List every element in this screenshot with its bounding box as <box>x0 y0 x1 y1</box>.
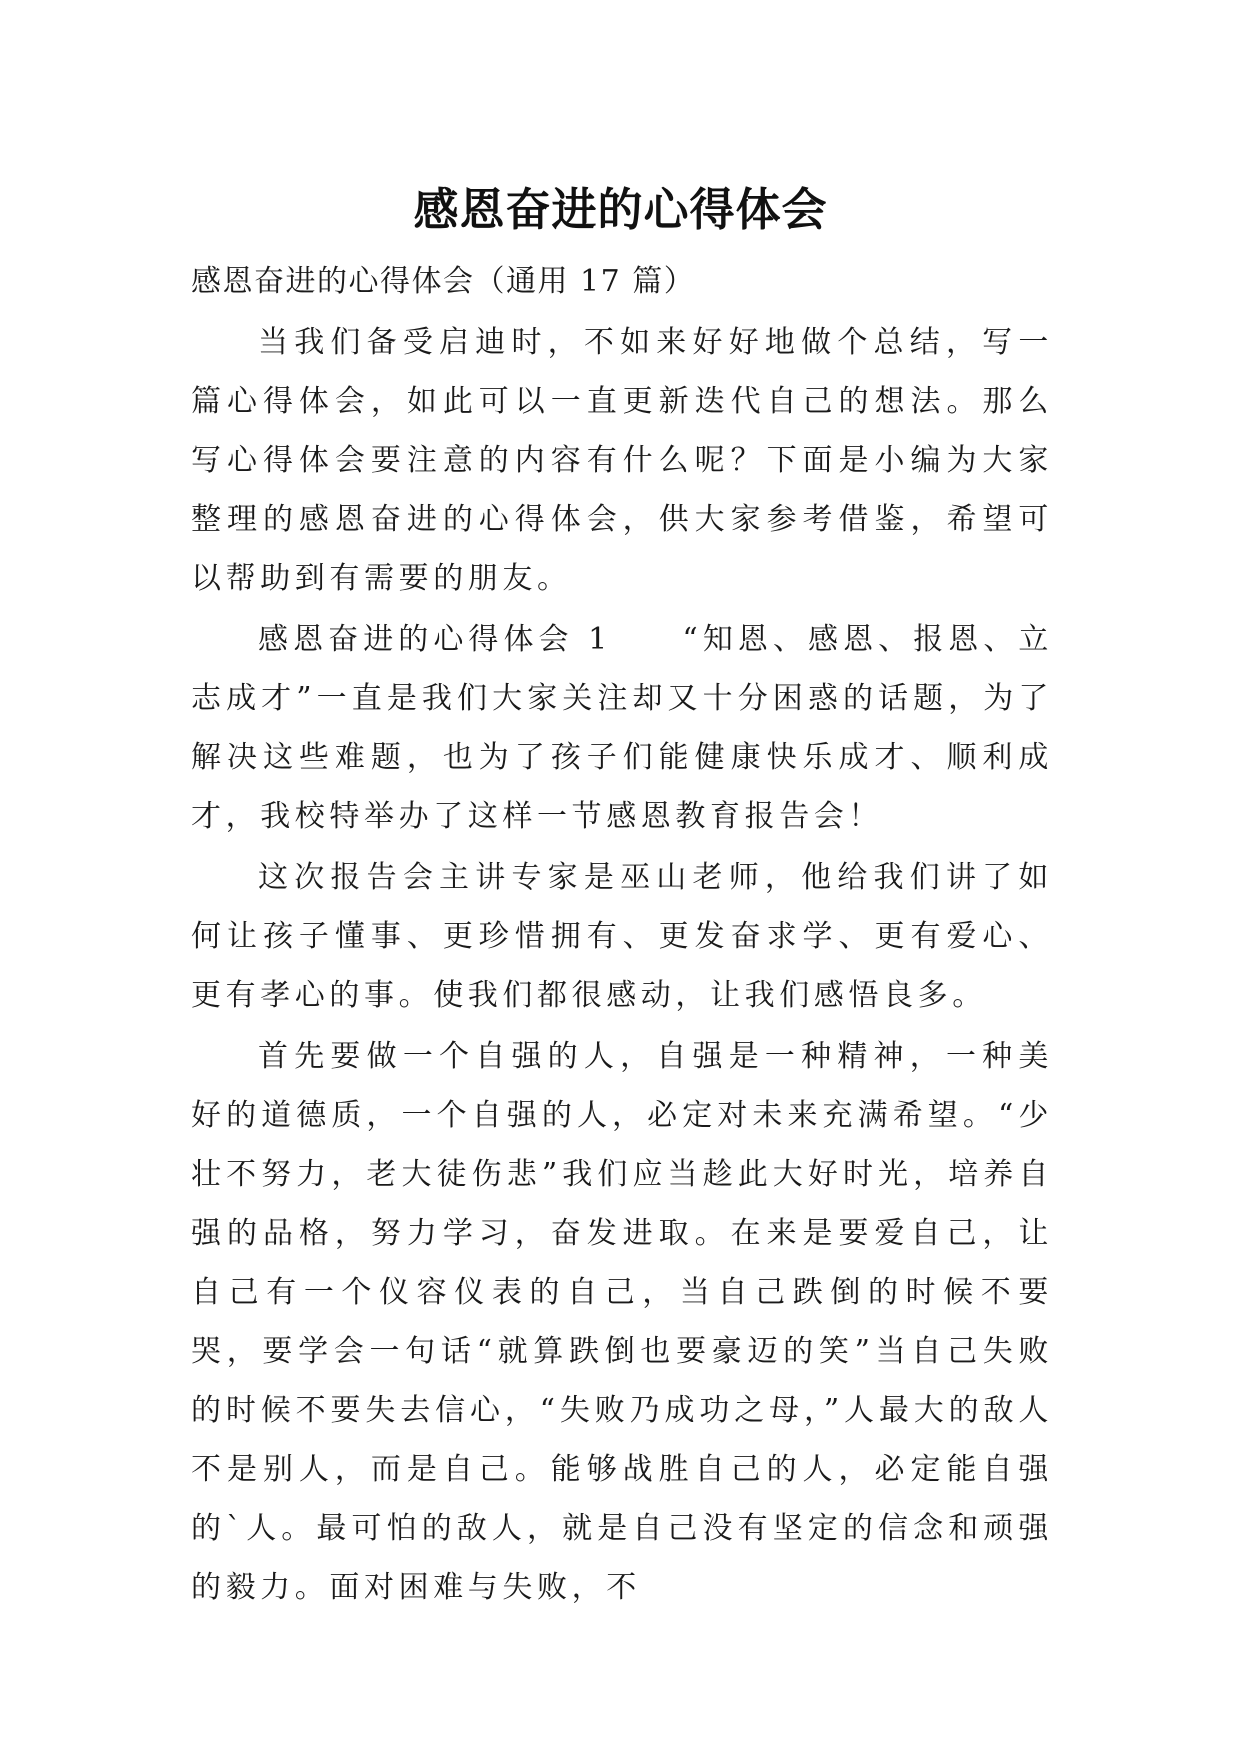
document-title: 感恩奋进的心得体会 <box>413 183 828 237</box>
document-subtitle: 感恩奋进的心得体会（通用 17 篇） <box>191 264 696 299</box>
paragraph-essay-1-opening: 感恩奋进的心得体会 1 “知恩、感恩、报恩、立志成才”一直是我们大家关注却又十分困惑的话题，为了解决这些难题，也为了孩子们能健康快乐成才、顺利成才，我校特举办了这样一节感恩教育报告会！ <box>191 622 1053 834</box>
document-body <box>191 252 1053 1619</box>
paragraph-self-reliance: 首先要做一个自强的人，自强是一种精神，一种美好的道德质，一个自强的人，必定对未来充满希望。“少壮不努力，老大徒伤悲”我们应当趁此大好时光，培养自强的品格，努力学习，奋发进取。在来是要爱自己，让自己有一个仪容仪表的自己，当自己跌倒的时候不要哭，要学会一句话“就算跌倒也要豪迈的笑”当自己失败的时候不要失去信心，“失败乃成功之母，”人最大的敌人不是别人，而是自己。能够战胜自己的人，必定能自强的`人。最可怕的敌人，就是自己没有坚定的信念和顽强的毅力。面对困难与失败，不 <box>191 1039 1053 1605</box>
paragraph-intro: 当我们备受启迪时，不如来好好地做个总结，写一篇心得体会，如此可以一直更新迭代自己的想法。那么写心得体会要注意的内容有什么呢？下面是小编为大家整理的感恩奋进的心得体会，供大家参考借鉴，希望可以帮助到有需要的朋友。 <box>191 325 1053 596</box>
paragraph-report-speaker: 这次报告会主讲专家是巫山老师，他给我们讲了如何让孩子懂事、更珍惜拥有、更发奋求学、更有爱心、更有孝心的事。使我们都很感动，让我们感悟良多。 <box>191 860 1053 1013</box>
